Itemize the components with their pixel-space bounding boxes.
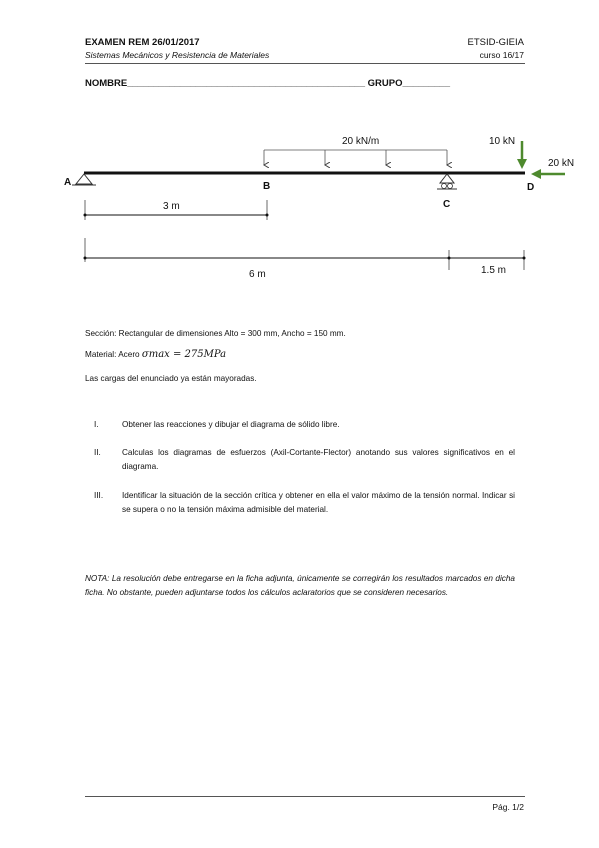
- dimension-ab-label: 3 m: [163, 201, 180, 212]
- point-a-label: A: [64, 177, 72, 188]
- footer-divider: [85, 796, 525, 797]
- section-description: Sección: Rectangular de dimensiones Alto = 300 mm, Ancho = 150 mm.: [85, 329, 346, 338]
- point-c-label: C: [443, 199, 451, 210]
- roller-support-c: [437, 174, 457, 189]
- question-2-number: II.: [94, 448, 101, 457]
- horizontal-force-arrow: [531, 169, 565, 179]
- note-paragraph: NOTA: La resolución debe entregarse en la ficha adjunta, únicamente se corregirán los resultados marcados en dicha ficha. No obstante, pueden adjuntarse todos los cálculos aclaratorios que se consideren necesarios.: [85, 574, 515, 597]
- dimension-ac-cd: [84, 238, 526, 270]
- beam-diagram: [0, 0, 599, 300]
- question-1-text: Obtener las reacciones y dibujar el diagrama de sólido libre.: [122, 420, 340, 429]
- vertical-force-label: 10 kN: [489, 136, 516, 147]
- question-2-text: Calculas los diagramas de esfuerzos (Axil-Cortante-Flector) anotando sus valores significativos en el diagrama.: [122, 448, 515, 471]
- material-prefix: Material: Acero: [85, 350, 140, 359]
- question-3-number: III.: [94, 491, 104, 500]
- point-b-label: B: [263, 181, 271, 192]
- dimension-cd-label: 1.5 m: [481, 265, 507, 276]
- school-code: ETSID-GIEIA: [467, 37, 524, 48]
- vertical-force-arrow: [517, 141, 527, 169]
- question-1-number: I.: [94, 420, 99, 429]
- question-3-text: Identificar la situación de la sección crítica y obtener en ella el valor máximo de la tensión normal. Indicar si se supera o no la tensión máxima admisible del material.: [122, 491, 515, 514]
- distributed-load-label: 20 kN/m: [342, 136, 380, 147]
- subject-name: Sistemas Mecánicos y Resistencia de Materiales: [85, 50, 270, 60]
- page-number: Pág. 1/2: [492, 802, 524, 812]
- point-d-label: D: [527, 182, 535, 193]
- course-year: curso 16/17: [479, 50, 524, 60]
- material-line: [85, 349, 226, 360]
- distributed-load: [264, 150, 447, 165]
- loads-note: Las cargas del enunciado ya están mayoradas.: [85, 374, 257, 383]
- pin-support-a: [72, 174, 96, 185]
- dimension-ac-label: 6 m: [249, 269, 266, 280]
- exam-title: EXAMEN REM 26/01/2017: [85, 37, 200, 48]
- name-group-line: NOMBRE_____________________________________________ GRUPO_________: [85, 78, 451, 89]
- horizontal-force-label: 20 kN: [548, 158, 575, 169]
- material-formula: σmax = 275MPa: [141, 349, 227, 360]
